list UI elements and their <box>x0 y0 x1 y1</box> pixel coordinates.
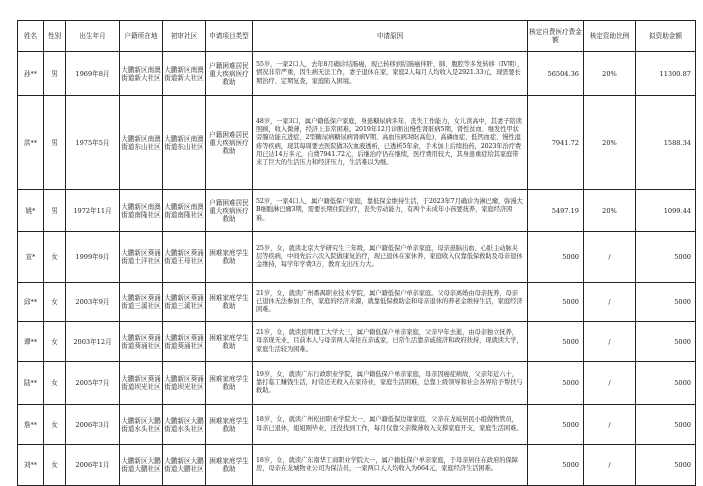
cell-birth: 2006年1月 <box>66 445 120 486</box>
cell-ratio: 20% <box>584 52 636 96</box>
header-type: 申请项目类型 <box>206 21 253 52</box>
cell-reason: 25岁，女，就读北京大学研究生三年级，属户籍低保户单亲家庭，母亲患脑出血、心脏主动脉夹层等疾病，中间先后六次入院做康复治疗，现已退休在家休养，家庭收入仅靠低保救助及母亲退休金维持，每学年学费3万，教育支出压力大。 <box>253 232 528 283</box>
cell-type: 困难家庭学生救助 <box>206 445 253 486</box>
cell-community: 大鹏新区南澳街道南隆社区 <box>163 190 206 232</box>
cell-name: 洪** <box>18 96 44 190</box>
cell-community: 大鹏新区葵涌街道坝光社区 <box>163 362 206 405</box>
cell-domicile: 大鹏新区葵涌街道土洋社区 <box>120 232 163 283</box>
cell-cost: 5000 <box>528 283 584 322</box>
cell-amount: 1099.44 <box>636 190 696 232</box>
cell-name: 刘** <box>18 445 44 486</box>
table-row <box>18 362 696 405</box>
cell-amount: 5000 <box>636 322 696 362</box>
cell-domicile: 大鹏新区葵涌街道葵涌社区 <box>120 322 163 362</box>
cell-gender: 女 <box>44 405 66 445</box>
cell-birth: 2006年3月 <box>66 405 120 445</box>
table-row <box>18 283 696 322</box>
cell-amount: 5000 <box>636 405 696 445</box>
cell-reason: 48岁，一家3口，属户籍低保户家庭，身患糖尿病多年，丧失工作能力，女儿读高中，其妻子陪读照顾，收入微薄，经济上非常困难。2019年12月诊断出慢性肾脏病5期、肾性贫血、继发性甲状旁腺功能亢进症、2型糖尿病糖尿病肾病V期、高血压病3级(高危)、高磷血症、低钙血症、慢性湿疹等疾病，现其每周要去医院做3次血液透析，已透析5年余，手术加上后续抬药，2023年治疗费用已达14万多元，自费7941.72元，后继治疗仍在继续，医疗费用较大，其身患重症给其家庭带来了巨大的生活压力和经济压力，生活难以为继。 <box>253 96 528 190</box>
table-row <box>18 405 696 445</box>
cell-name: 姚* <box>18 190 44 232</box>
cell-gender: 女 <box>44 232 66 283</box>
cell-domicile: 大鹏新区葵涌街道三溪社区 <box>120 283 163 322</box>
cell-birth: 1999年9月 <box>66 232 120 283</box>
cell-birth: 1972年11月 <box>66 190 120 232</box>
cell-ratio: / <box>584 362 636 405</box>
cell-cost: 56504.36 <box>528 52 584 96</box>
cell-ratio: / <box>584 405 636 445</box>
table-row <box>18 322 696 362</box>
cell-type: 困难家庭学生救助 <box>206 232 253 283</box>
cell-birth: 1969年8月 <box>66 52 120 96</box>
table-row <box>18 445 696 486</box>
cell-birth: 2003年9月 <box>66 283 120 322</box>
cell-name: 谭** <box>18 322 44 362</box>
cell-amount: 5000 <box>636 445 696 486</box>
cell-community: 大鹏新区大鹏街道水头社区 <box>163 405 206 445</box>
cell-gender: 女 <box>44 445 66 486</box>
cell-birth: 2003年12月 <box>66 322 120 362</box>
cell-community: 大鹏新区葵涌街道三溪社区 <box>163 283 206 322</box>
cell-domicile: 大鹏新区大鹏街道大鹏社区 <box>120 445 163 486</box>
cell-cost: 5000 <box>528 322 584 362</box>
cell-cost: 7941.72 <box>528 96 584 190</box>
cell-name: 邱** <box>18 283 44 322</box>
cell-community: 大鹏新区葵涌街道葵涌社区 <box>163 322 206 362</box>
aid-application-sheet <box>17 20 695 486</box>
cell-reason: 18岁，女，就读广州松田职业学院大一，属户籍低保边缘家庭，父亲在龙岐居民小组做物管员，母亲已退休，姐姐刚毕业，还没找到工作，每月仅靠父亲微薄收入支撑家庭开支，家庭生活困难。 <box>253 405 528 445</box>
cell-gender: 男 <box>44 190 66 232</box>
cell-reason: 18岁，女，就读广东南华工商职业学院大一，属户籍低保户单亲家庭，于母亲居住在政府的保障房，母亲在龙城物业公司为保洁员，一家两口人人均收入为664元，家庭经济生活困难。 <box>253 445 528 486</box>
cell-type: 户籍困难居民重大疾病医疗救助 <box>206 52 253 96</box>
cell-domicile: 大鹏新区南澳街道南隆社区 <box>120 190 163 232</box>
cell-gender: 男 <box>44 96 66 190</box>
cell-cost: 5497.19 <box>528 190 584 232</box>
cell-domicile: 大鹏新区南澳街道东山社区 <box>120 96 163 190</box>
cell-name: 詹** <box>18 405 44 445</box>
header-gender: 性别 <box>44 21 66 52</box>
cell-type: 困难家庭学生救助 <box>206 283 253 322</box>
cell-gender: 女 <box>44 322 66 362</box>
cell-birth: 2005年7月 <box>66 362 120 405</box>
cell-type: 困难家庭学生救助 <box>206 362 253 405</box>
aid-table <box>17 20 696 486</box>
cell-type: 户籍困难居民重大疾病医疗救助 <box>206 190 253 232</box>
table-header-row <box>18 21 696 52</box>
cell-domicile: 大鹏新区南澳街道新大社区 <box>120 52 163 96</box>
header-cost: 核定自费医疗费金额 <box>528 21 584 52</box>
cell-gender: 男 <box>44 52 66 96</box>
table-row <box>18 52 696 96</box>
cell-cost: 5000 <box>528 445 584 486</box>
cell-ratio: 20% <box>584 96 636 190</box>
cell-type: 困难家庭学生救助 <box>206 405 253 445</box>
cell-ratio: / <box>584 322 636 362</box>
header-birth: 出生年月 <box>66 21 120 52</box>
cell-reason: 21岁，女，就读广州番禺职业技术学院，属户籍低保户单亲家庭。父母亲离婚由母亲抚养，母亲已退休无法参加工作，家庭的经济来源，就靠低保救助金和母亲退休的养老金维持生活，家庭经济困难。 <box>253 283 528 322</box>
cell-name: 孙** <box>18 52 44 96</box>
cell-name: 宣* <box>18 232 44 283</box>
table-row <box>18 190 696 232</box>
cell-gender: 女 <box>44 283 66 322</box>
table-row <box>18 96 696 190</box>
cell-gender: 女 <box>44 362 66 405</box>
cell-amount: 5000 <box>636 283 696 322</box>
header-name: 姓名 <box>18 21 44 52</box>
cell-ratio: / <box>584 445 636 486</box>
cell-cost: 5000 <box>528 405 584 445</box>
cell-ratio: / <box>584 283 636 322</box>
cell-type: 困难家庭学生救助 <box>206 322 253 362</box>
table-row <box>18 232 696 283</box>
header-domicile: 户籍所在地 <box>120 21 163 52</box>
header-reason: 申请原因 <box>253 21 528 52</box>
header-ratio: 核定资助比例 <box>584 21 636 52</box>
cell-reason: 52岁，一家4口人，属户籍低保户家庭，靠低保金维持生活，于2023年7月确诊为淋巴瘤，弥漫大B细胞淋巴瘤3期，需要长期住院治疗，丧失劳动能力，有两个未成年小孩要抚养，家庭经济困难。 <box>253 190 528 232</box>
cell-ratio: 20% <box>584 190 636 232</box>
cell-birth: 1975年5月 <box>66 96 120 190</box>
cell-cost: 5000 <box>528 232 584 283</box>
cell-reason: 55岁，一家2口人，去年8月确诊结肠癌，现已转移到结肠癌伴肝、肺、腹腔等多发转移（IV期），情况非常严重，因生病无法工作，妻子退休在家，家庭2人每月人均收入是2921.33元，现需要长期治疗、定期复查，家庭陷入困境。 <box>253 52 528 96</box>
cell-domicile: 大鹏新区大鹏街道水头社区 <box>120 405 163 445</box>
cell-amount: 5000 <box>636 232 696 283</box>
cell-type: 户籍困难居民重大疾病医疗救助 <box>206 96 253 190</box>
cell-cost: 5000 <box>528 362 584 405</box>
cell-amount: 5000 <box>636 362 696 405</box>
cell-amount: 1588.34 <box>636 96 696 190</box>
cell-name: 陆** <box>18 362 44 405</box>
cell-reason: 19岁，女，就读广东行政职业学院，属户籍低保户单亲家庭，母亲因癌症病故，父亲年近六十，靠打临工赚钱生活，时常还无收入在家待业，家庭生活困难，总靠上级领导和社会各界给予帮扶与救助。 <box>253 362 528 405</box>
cell-ratio: / <box>584 232 636 283</box>
cell-amount: 11300.87 <box>636 52 696 96</box>
cell-community: 大鹏新区南澳街道新大社区 <box>163 52 206 96</box>
cell-reason: 21岁，女，就读昆明理工大学大三，属户籍低保户单亲家庭，父亲早年去逝，由母亲独立抚养，母亲现无业，目前本人与母亲两人寄住在亲戚家，日常生活靠亲戚接济和政府扶持，现就读大学，家庭生活较为困难。 <box>253 322 528 362</box>
cell-community: 大鹏新区大鹏街道大鹏社区 <box>163 445 206 486</box>
cell-community: 大鹏新区南澳街道东山社区 <box>163 96 206 190</box>
header-community: 初审社区 <box>163 21 206 52</box>
header-amount: 拟资助金额 <box>636 21 696 52</box>
cell-community: 大鹏新区葵涌街道王母社区 <box>163 232 206 283</box>
cell-domicile: 大鹏新区葵涌街道坝光社区 <box>120 362 163 405</box>
